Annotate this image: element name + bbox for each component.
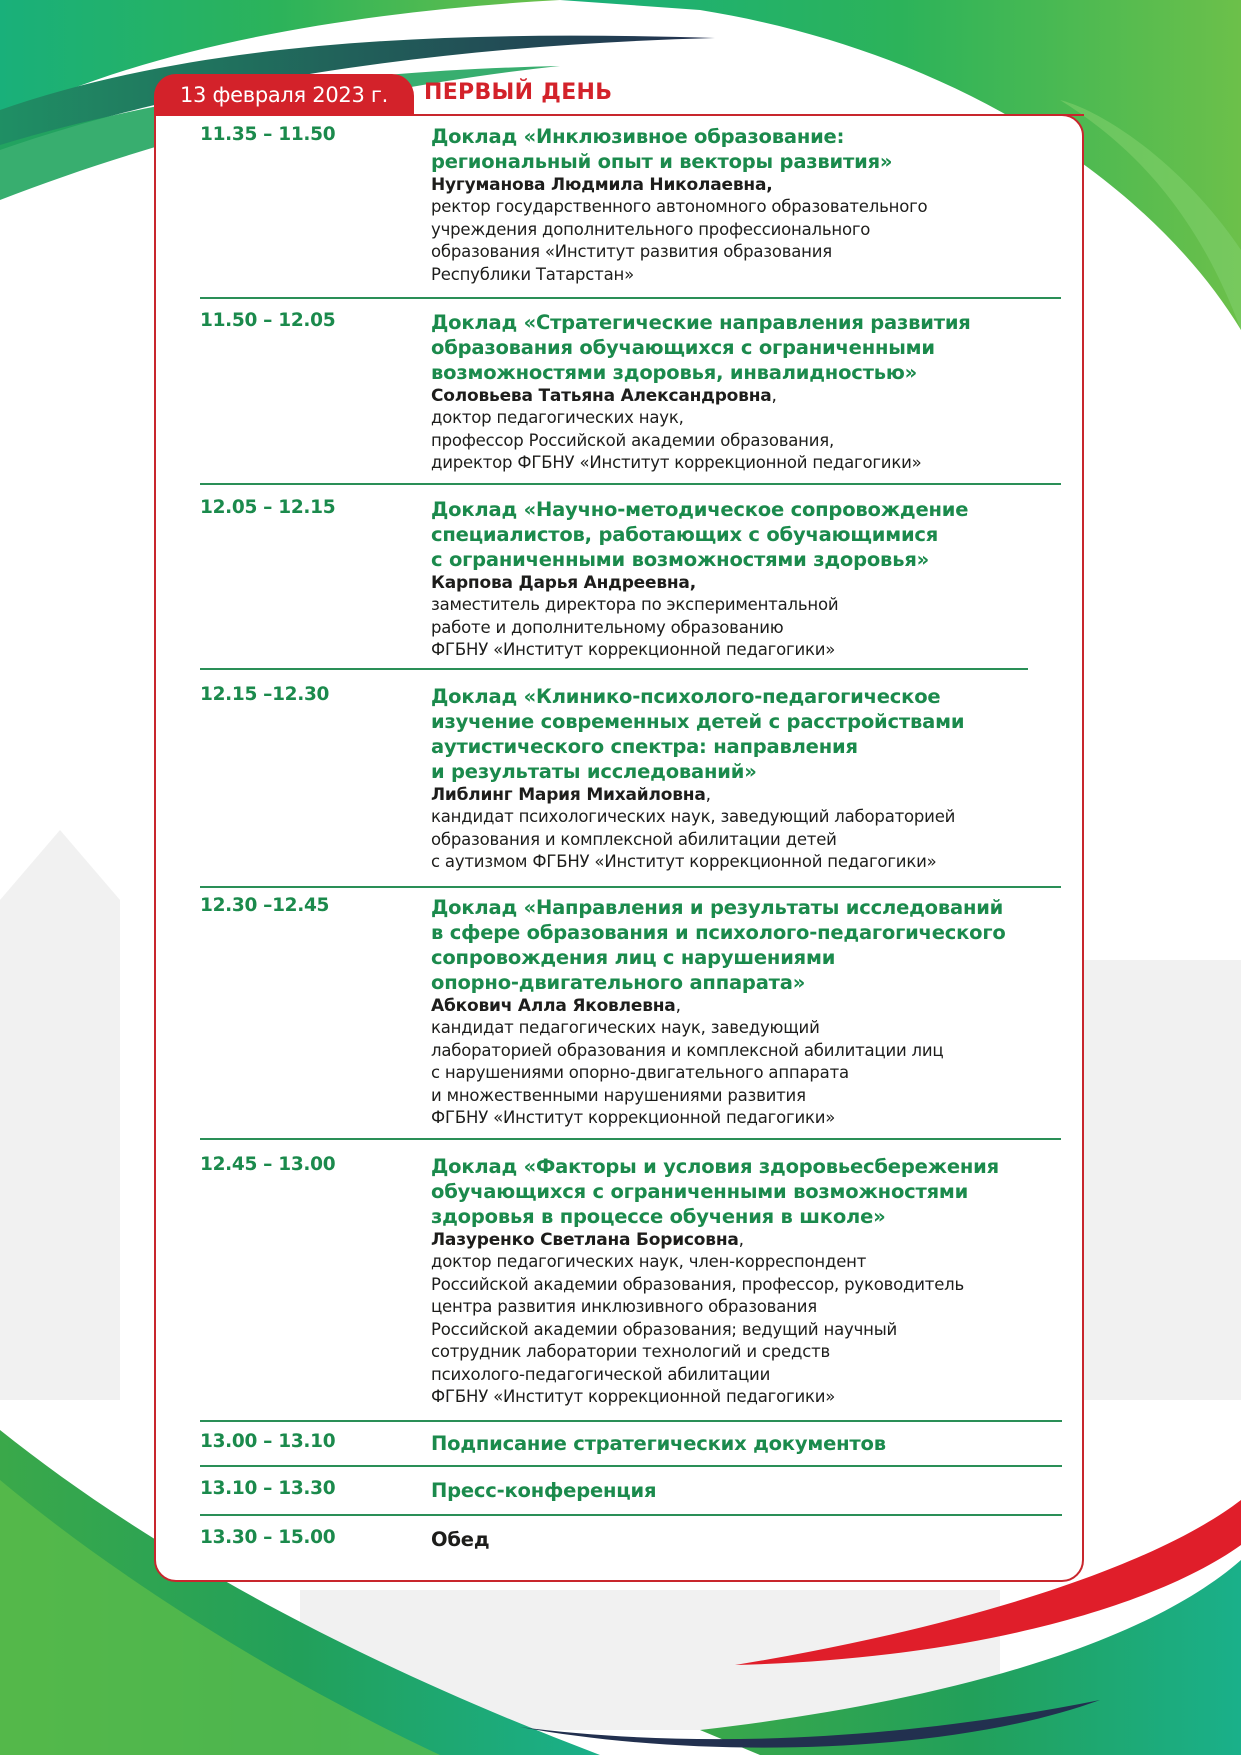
- session-time: 11.50 – 12.05: [200, 310, 336, 331]
- item-time: 13.00 – 13.10: [200, 1431, 336, 1452]
- session-time: 12.30 –12.45: [200, 895, 330, 916]
- session-time: 12.15 –12.30: [200, 684, 330, 705]
- speaker-name-text: Карпова Дарья Андреевна: [431, 573, 690, 593]
- speaker-name-text: Абкович Алла Яковлевна: [431, 996, 676, 1016]
- session-divider: [200, 483, 1061, 485]
- session-title: Доклад «Стратегические направления развития образования обучающихся с ограниченными возможностями здоровья, инвалидностью»: [431, 311, 971, 384]
- date-tab: 13 февраля 2023 г.: [154, 74, 414, 116]
- speaker-name: [431, 995, 1071, 1017]
- speaker-name: [431, 572, 1071, 594]
- speaker-name-text: Либлинг Мария Михайловна: [431, 785, 706, 805]
- session-title: Доклад «Клинико-психолого-педагогическое изучение современных детей с расстройствами аутистического спектра: направления и результаты исследований»: [431, 685, 965, 783]
- session-title: Доклад «Научно-методическое сопровождение специалистов, работающих с обучающимися с ограниченными возможностями здоровья»: [431, 498, 969, 571]
- session-title: Доклад «Факторы и условия здоровьесбережения обучающихся с ограниченными возможностями здоровья в процессе обучения в школе»: [431, 1155, 999, 1228]
- speaker-role: доктор педагогических наук, член-корреспондент Российской академии образования, профессор, руководитель центра развития инклюзивного образования Российской академии образования; ведущий научный сотрудник лаборатории технологий и средств психолого-педагогической абилитации ФГБНУ «Институт коррекционной педагогики»: [431, 1252, 965, 1406]
- speaker-name: [431, 1229, 1071, 1251]
- speaker-suffix: ,: [771, 386, 777, 406]
- card-top-border: [414, 114, 1084, 116]
- item-title: Подписание стратегических документов: [431, 1432, 886, 1455]
- item-time: 13.10 – 13.30: [200, 1478, 336, 1499]
- speaker-suffix: ,: [689, 573, 696, 593]
- speaker-name: [431, 784, 1071, 806]
- speaker-role: заместитель директора по экспериментальной работе и дополнительному образованию ФГБНУ «Институт коррекционной педагогики»: [431, 595, 839, 659]
- session-title: Доклад «Инклюзивное образование: региональный опыт и векторы развития»: [431, 125, 893, 173]
- speaker-suffix: ,: [766, 175, 773, 195]
- session-divider: [200, 886, 1061, 888]
- speaker-name-text: Нугуманова Людмила Николаевна: [431, 175, 767, 195]
- speaker-role: ректор государственного автономного образовательного учреждения дополнительного профессионального образования «Институт развития образования Республики Татарстан»: [431, 197, 928, 284]
- speaker-role: кандидат педагогических наук, заведующий лабораторией образования и комплексной абилитации лиц с нарушениями опорно-двигательного аппарата и множественными нарушениями развития ФГБНУ «Институт коррекционной педагогики»: [431, 1018, 944, 1127]
- session-divider: [200, 1420, 1062, 1422]
- speaker-suffix: ,: [705, 785, 711, 805]
- speaker-name: [431, 174, 1071, 196]
- speaker-suffix: ,: [675, 996, 681, 1016]
- session-time: 12.45 – 13.00: [200, 1154, 336, 1175]
- item-time: 13.30 – 15.00: [200, 1527, 336, 1548]
- speaker-name-text: Лазуренко Светлана Борисовна: [431, 1230, 739, 1250]
- day-title: ПЕРВЫЙ ДЕНЬ: [424, 80, 613, 105]
- session-time: 12.05 – 12.15: [200, 497, 336, 518]
- session-divider: [200, 668, 1028, 670]
- speaker-role: кандидат психологических наук, заведующий лабораторией образования и комплексной абилитации детей с аутизмом ФГБНУ «Институт коррекционной педагогики»: [431, 807, 956, 871]
- speaker-suffix: ,: [738, 1230, 744, 1250]
- speaker-name: [431, 385, 1071, 407]
- speaker-name-text: Соловьева Татьяна Александровна: [431, 386, 772, 406]
- item-title: Пресс-конференция: [431, 1479, 657, 1502]
- session-time: 11.35 – 11.50: [200, 124, 336, 145]
- item-title: Обед: [431, 1528, 490, 1551]
- speaker-role: доктор педагогических наук, профессор Российской академии образования, директор ФГБНУ «Институт коррекционной педагогики»: [431, 408, 922, 472]
- session-divider: [200, 297, 1061, 299]
- session-divider: [200, 1138, 1061, 1140]
- item-divider: [200, 1514, 1062, 1516]
- item-divider: [200, 1465, 1062, 1467]
- session-title: Доклад «Направления и результаты исследований в сфере образования и психолого-педагогического сопровождения лиц с нарушениями опорно-двигательного аппарата»: [431, 896, 1006, 994]
